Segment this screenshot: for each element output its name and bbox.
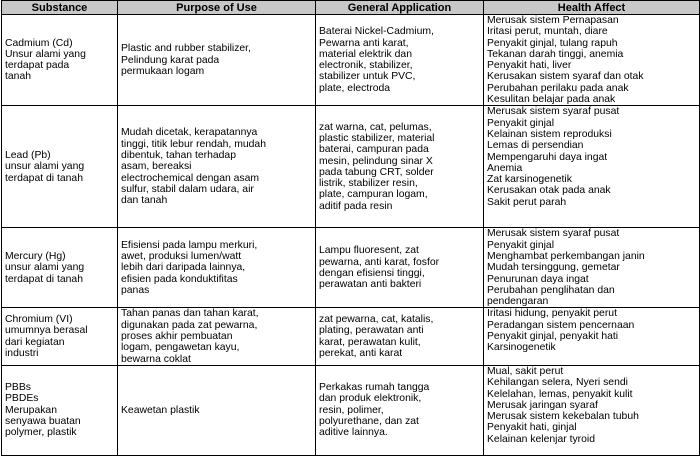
table-row (2, 106, 700, 228)
cell-substance-line: unsur alami yang (5, 161, 85, 173)
header-substance: Substance (2, 1, 118, 15)
cell-application-line: dan produk elektronik, (319, 393, 422, 405)
cell-substance-line: polymer, plastik (5, 427, 77, 439)
cell-purpose-line: lebih dari daripada lainnya, (121, 262, 246, 274)
cell-application-line: polyurethane, dan zat (319, 416, 419, 428)
cell-purpose-line: digunakan pada zat pewarna, (121, 319, 258, 331)
cell-application-line: aditive lainnya. (319, 427, 388, 439)
cell-health-line: Penyakit ginjal, tulang rapuh (487, 37, 618, 49)
cell-health-line: Penurunan daya ingat (487, 273, 589, 285)
cell-purpose (118, 15, 316, 106)
cell-purpose-line: Keawetan plastik (121, 404, 200, 416)
cell-purpose-line: awet, produksi lumen/watt (121, 250, 242, 262)
header-application: General Application (316, 1, 484, 15)
cell-application-line: Lampu fluoresent, zat (319, 245, 419, 257)
cell-substance-line: Cadmium (Cd) (5, 37, 73, 49)
cell-health-line: Mempengaruhi daya ingat (487, 151, 608, 163)
cell-health-line: Merusak sistem Pernapasan (487, 15, 619, 26)
cell-purpose-line: panas (121, 284, 150, 296)
cell-substance-line: Mercury (Hg) (5, 250, 66, 262)
cell-health (484, 365, 700, 455)
cell-application-line: stabilizer untuk PVC, (319, 71, 416, 83)
cell-purpose-line: efisien pada konduktifitas (121, 273, 238, 285)
cell-purpose-line: Plastic and rubber stabilizer, (121, 43, 251, 55)
cell-application-line: resin, polimer, (319, 404, 384, 416)
cell-application-line: Pewarna anti karat, (319, 37, 409, 49)
cell-application (316, 15, 484, 106)
cell-health-line: Kesulitan belajar pada anak (487, 94, 616, 106)
cell-health-line: pendengaran (487, 296, 549, 308)
cell-health-line: Penyakit ginjal (487, 239, 555, 251)
cell-application-line: karat, perawatan kulit, (319, 336, 421, 348)
cell-substance-line: terdapat di tanah (5, 273, 83, 285)
cell-substance-line: terdapat di tanah (5, 172, 83, 184)
cell-application (316, 365, 484, 455)
cell-health-line: Kelainan sistem reproduksi (487, 128, 612, 140)
table-row (2, 308, 700, 365)
cell-health-line: Penyakit hati, ginjal (487, 422, 577, 434)
cell-health-line: Kerusakan sistem syaraf dan otak (487, 71, 644, 83)
cell-application-line: baterai, campuran pada (319, 144, 429, 156)
cell-substance (2, 228, 118, 308)
cell-health-line: Peradangan sistem pencernaan (487, 319, 635, 331)
cell-substance-line: senyawa buatan (5, 416, 81, 428)
cell-application-line: aditif pada resin (319, 200, 393, 212)
cell-application-line: Perkakas rumah tangga (319, 382, 430, 394)
cell-health-line: Penyakit ginjal, penyakit hati (487, 331, 619, 343)
cell-health-line: Merusak sistem syaraf pusat (487, 106, 620, 118)
cell-substance (2, 15, 118, 106)
cell-health (484, 106, 700, 228)
cell-substance-line: industri (5, 347, 39, 359)
cell-substance-line: dari kegiatan (5, 336, 65, 348)
cell-health-line: Kelainan kelenjar tyroid (487, 433, 596, 445)
cell-substance-line: umumnya berasal (5, 325, 88, 337)
cell-purpose-line: Tahan panas dan tahan karat, (121, 308, 259, 320)
cell-health-line: Karsinogenetik (487, 342, 556, 354)
cell-health-line: Kerusakan otak pada anak (487, 185, 611, 197)
cell-purpose-line: dibentuk, tahan terhadap (121, 149, 236, 161)
cell-health-line: Kelelahan, lemas, penyakit kulit (487, 388, 633, 400)
cell-application-line: pewarna, anti karat, fosfor (319, 256, 440, 268)
cell-application-line: dengan efisiensi tinggi, (319, 267, 425, 279)
cell-substance-line: unsur alami yang (5, 262, 85, 274)
cell-health-line: Iritasi hidung, penyakit perut (487, 308, 617, 320)
substance-table (1, 0, 700, 456)
cell-application-line: mesin, pelindung sinar X (319, 155, 433, 167)
cell-substance (2, 308, 118, 365)
cell-purpose-line: Mudah dicetak, kerapatannya (121, 127, 258, 139)
cell-substance-line: terdapat pada (5, 60, 70, 72)
cell-health-line: Lemas di persendian (487, 140, 584, 152)
cell-health-line: Penyakit hati, liver (487, 60, 572, 72)
cell-purpose (118, 308, 316, 365)
cell-application (316, 228, 484, 308)
header-purpose: Purpose of Use (118, 1, 316, 15)
cell-health-line: Sakit perut parah (487, 196, 567, 208)
cell-substance-line: Chromium (VI) (5, 314, 73, 326)
cell-application-line: pada tabung CRT, solder (319, 166, 434, 178)
cell-purpose-line: permukaan logam (121, 65, 205, 77)
cell-health-line: Penyakit ginjal (487, 117, 555, 129)
cell-purpose-line: asam, bereaksi (121, 161, 192, 173)
cell-application-line: plate, electroda (319, 82, 391, 94)
cell-purpose-line: dan tanah (121, 195, 168, 207)
cell-application-line: listrik, stabilizer resin, (319, 178, 418, 190)
cell-health (484, 15, 700, 106)
cell-health-line: Zat karsinogenetik (487, 174, 572, 186)
cell-application-line: material elektrik dan (319, 48, 412, 60)
cell-purpose-line: electrochemical dengan asam (121, 172, 260, 184)
header-row (2, 1, 700, 15)
cell-application (316, 106, 484, 228)
table-row (2, 365, 700, 455)
cell-purpose-line: bewarna coklat (121, 353, 191, 365)
cell-application-line: perekat, anti karat (319, 347, 403, 359)
cell-health (484, 308, 700, 365)
cell-health-line: Merusak sistem syaraf pusat (487, 228, 620, 240)
cell-application-line: perawatan anti bakteri (319, 279, 422, 291)
cell-purpose (118, 365, 316, 455)
cell-purpose-line: proses akhir pembuatan (121, 331, 233, 343)
table-row (2, 228, 700, 308)
cell-health-line: Iritasi perut, muntah, diare (487, 26, 608, 38)
cell-application-line: electronik, stabilizer, (319, 60, 413, 72)
cell-substance (2, 365, 118, 455)
cell-application-line: zat pewarna, cat, katalis, (319, 314, 434, 326)
cell-application-line: Baterai Nickel-Cadmium, (319, 26, 434, 38)
cell-health-line: Perubahan perilaku pada anak (487, 82, 629, 94)
cell-health-line: Perubahan penglihatan dan (487, 284, 615, 296)
cell-health-line: Mual, sakit perut (487, 365, 564, 377)
table-row (2, 15, 700, 106)
cell-substance-line: PBDEs (5, 393, 39, 405)
cell-substance-line: Lead (Pb) (5, 149, 51, 161)
cell-purpose-line: logam, pengawetan kayu, (121, 342, 240, 354)
cell-health-line: Merusak sistem kekebalan tubuh (487, 411, 639, 423)
cell-purpose (118, 106, 316, 228)
cell-health-line: Merusak jaringan syaraf (487, 399, 598, 411)
header-health: Health Affect (484, 1, 700, 15)
cell-substance-line: tanah (5, 71, 32, 83)
cell-application (316, 308, 484, 365)
cell-application-line: plastic stabilizer, material (319, 132, 435, 144)
cell-application-line: plating, perawatan anti (319, 325, 424, 337)
cell-health-line: Kehilangan selera, Nyeri sendi (487, 377, 628, 389)
cell-health-line: Tekanan darah tinggi, anemia (487, 48, 624, 60)
cell-purpose-line: sulfur, stabil dalam udara, air (121, 183, 254, 195)
cell-purpose (118, 228, 316, 308)
cell-application-line: plate, campuran logam, (319, 189, 428, 201)
cell-health (484, 228, 700, 308)
cell-purpose-line: Efisiensi pada lampu merkuri, (121, 239, 258, 251)
cell-health-line: Menghambat perkembangan janin (487, 250, 645, 262)
cell-purpose-line: tinggi, titik lebur rendah, mudah (121, 138, 266, 150)
cell-substance-line: PBBs (5, 382, 31, 394)
cell-health-line: Mudah tersinggung, gemetar (487, 262, 620, 274)
cell-substance-line: Unsur alami yang (5, 48, 86, 60)
cell-application-line: zat warna, cat, pelumas, (319, 121, 432, 133)
cell-substance (2, 106, 118, 228)
cell-health-line: Anemia (487, 162, 523, 174)
cell-substance-line: Merupakan (5, 404, 57, 416)
cell-purpose-line: Pelindung karat pada (121, 54, 220, 66)
